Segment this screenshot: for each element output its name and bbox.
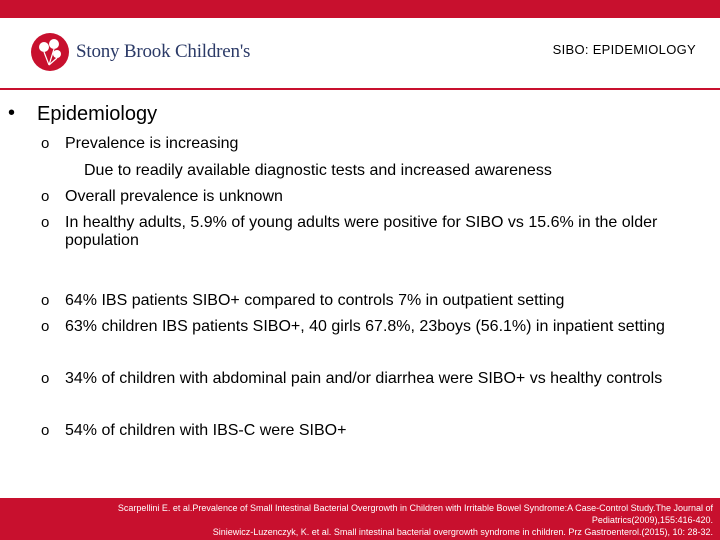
sub-bullet-marker: o xyxy=(41,188,50,205)
references-footer xyxy=(0,498,720,540)
reference-line: Pediatrics(2009),155:416-420. xyxy=(591,515,713,525)
reference-line: Siniewicz-Luzenczyk, K. et al. Small intestinal bacterial overgrowth syndrome in children. Prz Gastroenterol.(2015), 10: 28-32. xyxy=(212,527,713,537)
list-item-text: 34% of children with abdominal pain and/or diarrhea were SIBO+ vs healthy controls xyxy=(65,370,663,387)
sub-bullet-marker: o xyxy=(41,318,50,335)
list-item-note: Due to readily available diagnostic tests and increased awareness xyxy=(84,162,552,179)
list-item-text: Overall prevalence is unknown xyxy=(65,188,283,205)
reference-line: Scarpellini E. et al.Prevalence of Small Intestinal Bacterial Overgrowth in Children with Irritable Bowel Syndrome:A Case-Control Study.The Journal of xyxy=(117,503,713,513)
sub-bullet-marker: o xyxy=(41,292,50,309)
logo xyxy=(30,32,250,72)
header-divider xyxy=(0,88,720,90)
sub-bullet-marker: o xyxy=(41,135,50,152)
content-heading: Epidemiology xyxy=(37,103,158,125)
list-item-text: 54% of children with IBS-C were SIBO+ xyxy=(65,422,347,439)
list-item-text: 63% children IBS patients SIBO+, 40 girls 67.8%, 23boys (56.1%) in inpatient setting xyxy=(65,318,665,335)
bullet-marker: • xyxy=(8,102,16,124)
balloon-logo-icon xyxy=(30,32,70,72)
list-item-text: Prevalence is increasing xyxy=(65,135,239,152)
list-item-text: In healthy adults, 5.9% of young adults were positive for SIBO vs 15.6% in the older population xyxy=(65,214,658,249)
sub-bullet-marker: o xyxy=(41,370,50,387)
sub-bullet-marker: o xyxy=(41,422,50,439)
slide-section-title: SIBO: EPIDEMIOLOGY xyxy=(552,42,696,57)
logo-text: Stony Brook Children's xyxy=(76,41,251,62)
list-item-text: 64% IBS patients SIBO+ compared to controls 7% in outpatient setting xyxy=(65,292,565,309)
sub-bullet-marker: o xyxy=(41,214,50,231)
slide-header xyxy=(0,18,720,88)
top-accent-bar xyxy=(0,0,720,18)
